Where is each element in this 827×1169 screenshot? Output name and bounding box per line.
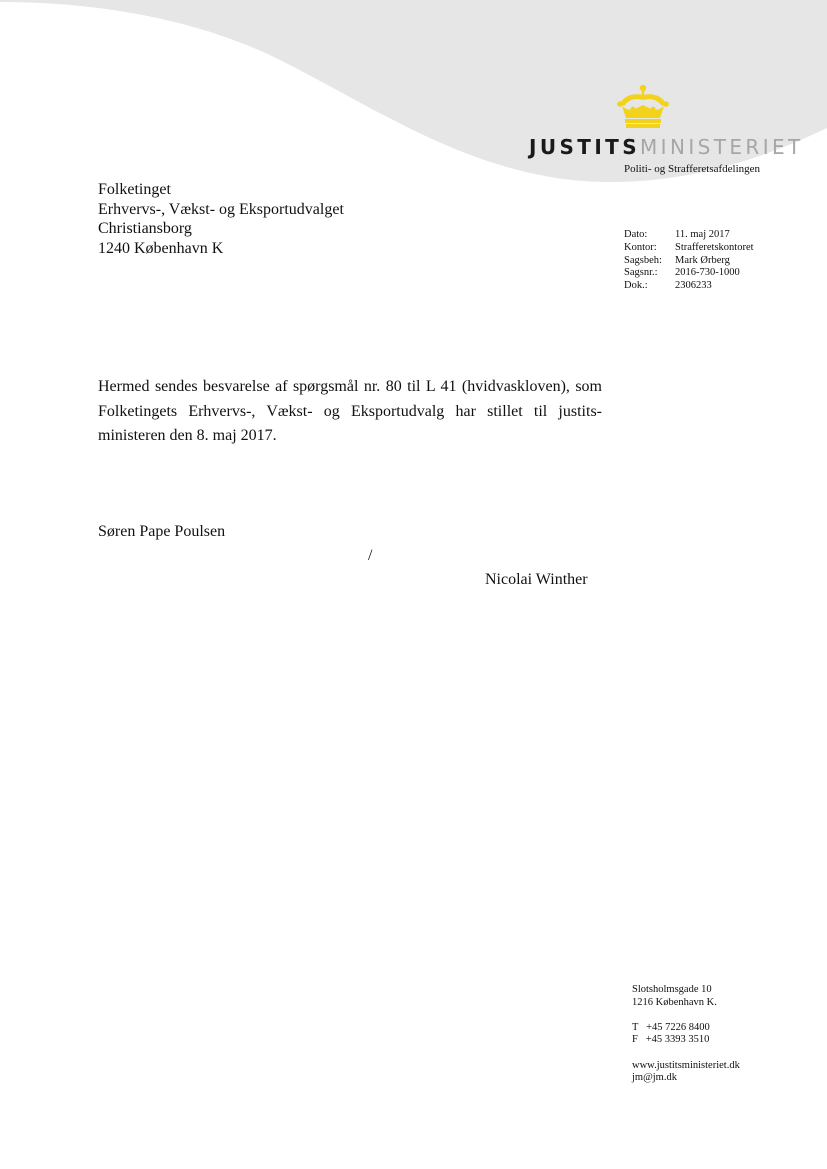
meta-row-caseworker [624,255,754,268]
logo-light-text: MINISTERIET [640,135,804,159]
ministry-contact-footer [632,984,740,1085]
footer-website-link[interactable]: www.justitsministeriet.dk [632,1059,740,1071]
footer-email-link[interactable]: jm@jm.dk [632,1072,677,1084]
footer-fax: F +45 3393 3510 [632,1034,710,1046]
footer-phone: T +45 7226 8400 [632,1021,710,1033]
ministry-logo [529,135,804,159]
footer-street: Slotsholmsgade 10 [632,984,712,995]
meta-row-document [624,280,754,293]
signature-separator: / [368,547,373,564]
recipient-line: Erhvervs-, Vækst- og Eksportudvalget [98,200,344,218]
recipient-line: 1240 København K [98,239,224,257]
meta-key: Kontor: [624,241,657,253]
signer-minister: Søren Pape Poulsen [98,523,226,540]
signer-official: Nicolai Winther [485,571,588,588]
meta-key: Sagsnr.: [624,267,658,279]
meta-row-office [624,242,754,255]
meta-key: Dok.: [624,280,648,292]
crown-icon [616,84,670,130]
meta-value: 2306233 [675,280,712,292]
letter-body: Hermed sendes besvarelse af spørgsmål nr. 80 til L 41 (hvidvaskloven), som Folketingets Erhvervs-, Vækst- og Eksportudvalg har stillet til justits-ministeren den 8. maj 2017. [98,378,602,444]
meta-value: 2016-730-1000 [675,267,740,279]
recipient-line: Christiansborg [98,220,192,237]
document-metadata [624,229,754,293]
meta-row-date [624,229,754,242]
meta-value: Mark Ørberg [675,254,730,266]
meta-key: Dato: [624,229,648,240]
footer-city: 1216 København K. [632,996,717,1008]
department-name: Politi- og Strafferetsafdelingen [624,163,761,175]
meta-row-case-number [624,267,754,280]
meta-value: Strafferetskontoret [675,241,754,253]
logo-bold-text: JUSTITS [529,135,641,159]
recipient-address [98,180,344,258]
recipient-line: Folketinget [98,181,171,198]
meta-key: Sagsbeh: [624,254,662,266]
meta-value: 11. maj 2017 [675,229,730,240]
